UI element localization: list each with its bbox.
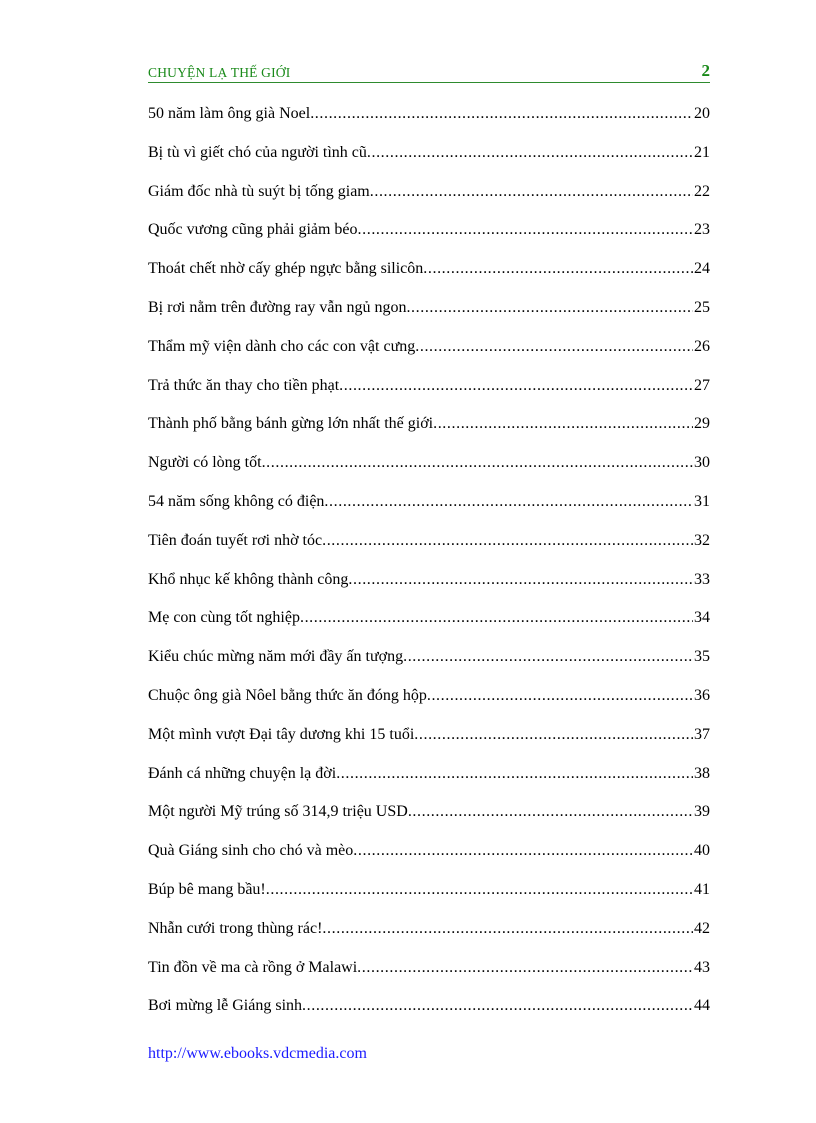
toc-entry[interactable] xyxy=(148,489,710,528)
toc-entry-page: 33 xyxy=(694,570,710,588)
toc-entry-page: 35 xyxy=(694,648,710,666)
toc-entry-title: Búp bê mang bầu! xyxy=(148,880,266,898)
toc-dot-leader xyxy=(415,334,693,360)
toc-entry-page: 20 xyxy=(694,105,710,122)
toc-dot-leader xyxy=(403,644,693,670)
toc-entry-title: Mẹ con cùng tốt nghiệp xyxy=(148,609,300,627)
toc-dot-leader xyxy=(414,722,693,748)
toc-entry-title: Kiểu chúc mừng năm mới đầy ấn tượng xyxy=(148,648,404,666)
toc-entry-page: 40 xyxy=(694,842,710,860)
toc-entry-title: Giám đốc nhà tù suýt bị tống giam xyxy=(148,182,370,200)
toc-entry[interactable] xyxy=(148,955,710,994)
toc-entry-title: Bị tù vì giết chó của người tình cũ xyxy=(148,143,367,161)
toc-entry-title: Tin đồn về ma cà rồng ở Malawi xyxy=(148,958,358,976)
toc-entry-page: 42 xyxy=(694,919,710,937)
toc-entry[interactable] xyxy=(148,722,710,761)
toc-entry-page: 27 xyxy=(694,376,710,394)
toc-entry-page: 25 xyxy=(694,298,710,316)
toc-entry-title: Bơi mừng lễ Giáng sinh xyxy=(148,997,303,1015)
toc-entry-title: Quà Giáng sinh cho chó và mèo xyxy=(148,842,354,860)
toc-entry-title: Thẩm mỹ viện dành cho các con vật cưng xyxy=(148,337,416,355)
toc-entry-title: Thành phố bằng bánh gừng lớn nhất thế giới xyxy=(148,415,434,433)
toc-dot-leader xyxy=(358,217,693,243)
toc-entry[interactable] xyxy=(148,683,710,722)
toc-entry[interactable] xyxy=(148,217,710,256)
toc-entry-page: 29 xyxy=(694,415,710,433)
book-title: CHUYỆN LẠ THẾ GIỚI xyxy=(148,65,291,80)
toc-entry[interactable] xyxy=(148,877,710,916)
toc-entry[interactable] xyxy=(148,528,710,567)
toc-entry-title: 54 năm sống không có điện xyxy=(148,492,325,510)
toc-entry[interactable] xyxy=(148,373,710,412)
toc-entry[interactable] xyxy=(148,761,710,800)
toc-entry-page: 31 xyxy=(694,492,710,510)
toc-entry-page: 32 xyxy=(694,531,710,549)
toc-entry[interactable] xyxy=(148,644,710,683)
toc-entry-title: Chuộc ông già Nôel bằng thức ăn đóng hộp xyxy=(148,686,427,704)
toc-dot-leader xyxy=(302,993,693,1019)
toc-entry-page: 39 xyxy=(694,803,710,821)
toc-dot-leader xyxy=(336,761,693,787)
toc-entry-page: 43 xyxy=(694,958,710,976)
toc-entry-title: Khổ nhục kế không thành công xyxy=(148,570,349,588)
toc-entry-page: 44 xyxy=(694,997,710,1015)
toc-dot-leader xyxy=(310,101,693,127)
running-header xyxy=(148,62,710,83)
toc-dot-leader xyxy=(322,528,693,554)
toc-entry[interactable] xyxy=(148,838,710,877)
toc-dot-leader xyxy=(324,489,693,515)
page-number: 2 xyxy=(701,61,710,80)
toc-entry-page: 23 xyxy=(694,221,710,239)
toc-dot-leader xyxy=(370,179,693,205)
toc-entry-title: Một mình vượt Đại tây dương khi 15 tuổi xyxy=(148,725,415,743)
toc-entry-title: Tiên đoán tuyết rơi nhờ tóc xyxy=(148,531,323,549)
toc-dot-leader xyxy=(408,799,693,825)
footer-link[interactable]: http://www.ebooks.vdcmedia.com xyxy=(148,1045,367,1062)
toc-entry-page: 26 xyxy=(694,337,710,355)
toc-entry-page: 24 xyxy=(694,260,710,278)
toc-entry-page: 38 xyxy=(694,764,710,782)
toc-entry-title: Đánh cá những chuyện lạ đời xyxy=(148,764,337,782)
toc-entry-page: 34 xyxy=(694,609,710,627)
table-of-contents xyxy=(148,101,710,1032)
toc-entry[interactable] xyxy=(148,140,710,179)
toc-entry[interactable] xyxy=(148,605,710,644)
toc-entry-title: Thoát chết nhờ cấy ghép ngực bằng silicôn xyxy=(148,260,424,278)
toc-dot-leader xyxy=(367,140,693,166)
toc-entry[interactable] xyxy=(148,256,710,295)
toc-dot-leader xyxy=(423,256,693,282)
toc-dot-leader xyxy=(339,373,693,399)
toc-entry[interactable] xyxy=(148,101,710,140)
toc-entry-page: 22 xyxy=(694,182,710,200)
toc-entry-title: Người có lòng tốt xyxy=(148,454,262,472)
toc-entry-page: 37 xyxy=(694,725,710,743)
toc-entry-title: Nhẫn cưới trong thùng rác! xyxy=(148,919,323,937)
toc-dot-leader xyxy=(348,567,693,593)
toc-entry-title: Trả thức ăn thay cho tiền phạt xyxy=(148,376,340,394)
toc-entry-title: Quốc vương cũng phải giảm béo xyxy=(148,221,358,239)
toc-entry[interactable] xyxy=(148,993,710,1032)
toc-entry-title: Một người Mỹ trúng số 314,9 triệu USD xyxy=(148,803,408,821)
toc-entry-title: Bị rơi nằm trên đường ray vẫn ngủ ngon xyxy=(148,298,407,316)
toc-dot-leader xyxy=(406,295,693,321)
toc-entry[interactable] xyxy=(148,411,710,450)
toc-entry[interactable] xyxy=(148,450,710,489)
toc-entry[interactable] xyxy=(148,179,710,218)
toc-entry-page: 41 xyxy=(694,880,710,898)
toc-entry[interactable] xyxy=(148,567,710,606)
toc-entry-page: 36 xyxy=(694,686,710,704)
toc-entry-title: 50 năm làm ông già Noel xyxy=(148,105,311,122)
toc-dot-leader xyxy=(427,683,693,709)
toc-entry[interactable] xyxy=(148,295,710,334)
toc-dot-leader xyxy=(353,838,693,864)
toc-entry[interactable] xyxy=(148,334,710,373)
toc-entry-page: 21 xyxy=(694,143,710,161)
toc-entry[interactable] xyxy=(148,916,710,955)
toc-dot-leader xyxy=(262,450,693,476)
toc-entry[interactable] xyxy=(148,799,710,838)
toc-dot-leader xyxy=(357,955,693,981)
toc-dot-leader xyxy=(322,916,693,942)
toc-dot-leader xyxy=(433,411,693,437)
toc-entry-page: 30 xyxy=(694,454,710,472)
toc-dot-leader xyxy=(266,877,693,903)
toc-dot-leader xyxy=(300,605,693,631)
